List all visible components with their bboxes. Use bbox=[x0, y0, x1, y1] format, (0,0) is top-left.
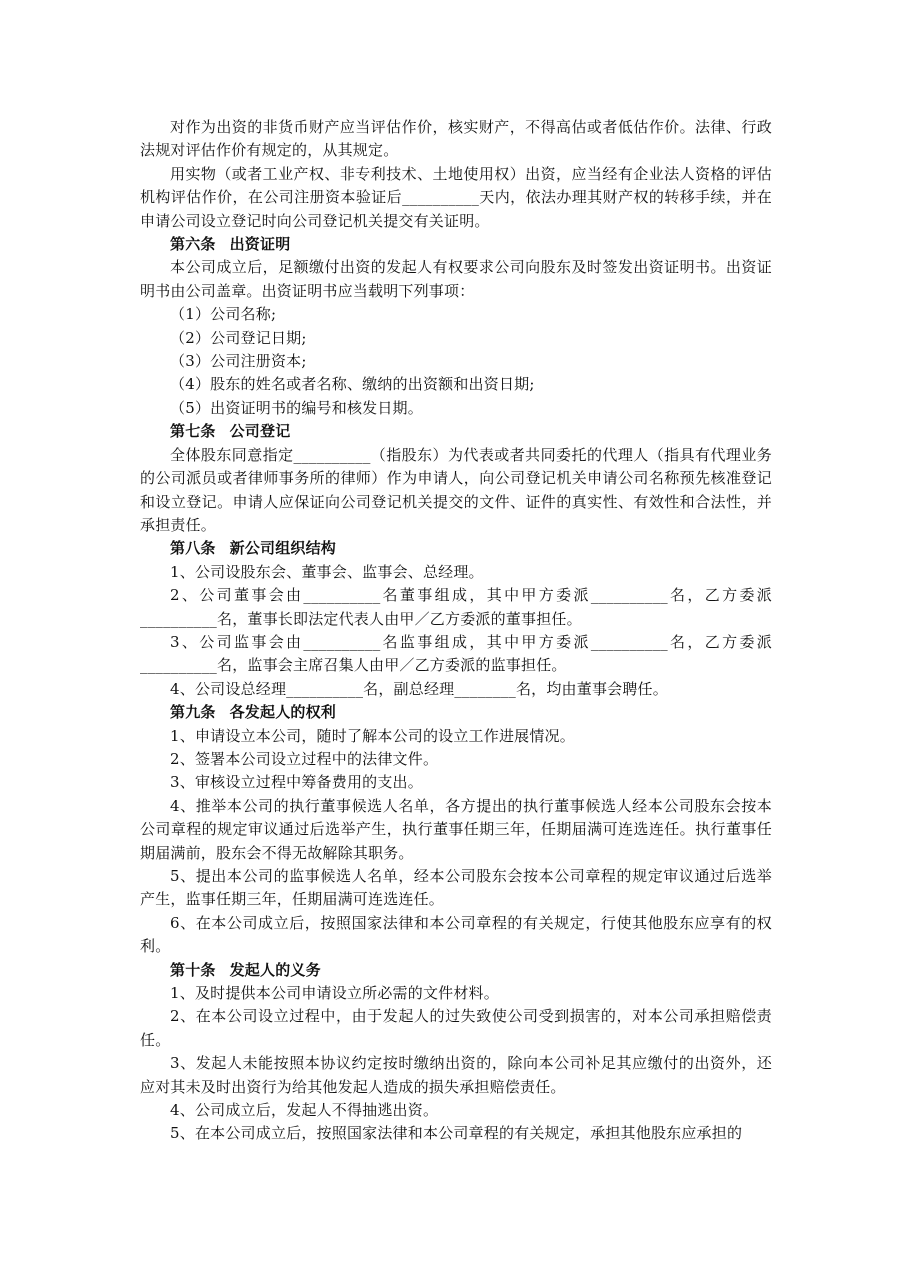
list-item: （3）公司注册资本; bbox=[170, 352, 307, 371]
article-number: 第七条 bbox=[170, 422, 216, 441]
article-heading bbox=[140, 233, 772, 256]
list-item: 2、公司董事会由__________名董事组成，其中甲方委派__________名，乙方委派__________名，董事长即法定代表人由甲／乙方委派的董事担任。 bbox=[140, 586, 772, 628]
article-number: 第八条 bbox=[170, 539, 216, 558]
list-item: 4、公司设总经理__________名，副总经理________名，均由董事会聘任。 bbox=[170, 679, 668, 698]
article-heading bbox=[140, 959, 772, 982]
list-item: （1）公司名称; bbox=[170, 305, 277, 324]
list-item: 6、在本公司成立后，按照国家法律和本公司章程的有关规定，行使其他股东应享有的权利。 bbox=[140, 913, 772, 956]
document-body bbox=[140, 116, 772, 1146]
list-item: 2、在本公司设立过程中，由于发起人的过失致使公司受到损害的，对本公司承担赔偿责任。 bbox=[140, 1007, 772, 1049]
article-number: 第六条 bbox=[170, 235, 216, 254]
article-heading bbox=[140, 537, 772, 560]
article-title: 新公司组织结构 bbox=[229, 539, 337, 558]
list-item: （4）股东的姓名或者名称、缴纳的出资额和出资日期; bbox=[170, 375, 535, 394]
paragraph: 用实物（或者工业产权、非专利技术、土地使用权）出资，应当经有企业法人资格的评估机构评估作价，在公司注册资本验证后__________天内，依法办理其财产权的转移手续，并在申请公司设立登记时向公司登记机关提交有关证明。 bbox=[140, 164, 772, 230]
article-title: 出资证明 bbox=[229, 235, 291, 254]
article-title: 公司登记 bbox=[229, 422, 291, 441]
list-item: 1、公司设股东会、董事会、监事会、总经理。 bbox=[170, 562, 484, 581]
list-item: 3、审核设立过程中筹备费用的支出。 bbox=[170, 773, 423, 792]
list-item: 3、发起人未能按照本协议约定按时缴纳出资的，除向本公司补足其应缴付的出资外，还应对其未及时出资行为给其他发起人造成的损失承担赔偿责任。 bbox=[140, 1054, 772, 1096]
article-heading bbox=[140, 701, 772, 724]
paragraph: 本公司成立后，足额缴付出资的发起人有权要求公司向股东及时签发出资证明书。出资证明书由公司盖章。出资证明书应当载明下列事项： bbox=[140, 258, 772, 300]
list-item: 4、公司成立后，发起人不得抽逃出资。 bbox=[170, 1101, 439, 1120]
paragraph: 全体股东同意指定__________（指股东）为代表或者共同委托的代理人（指具有代理业务的公司派员或者律师事务所的律师）作为申请人，向公司登记机关申请公司名称预先核准登记和设立登记。申请人应保证向公司登记机关提交的文件、证件的真实性、有效性和合法性，并承担责任。 bbox=[140, 445, 772, 534]
list-item: 1、申请设立本公司，随时了解本公司的设立工作进展情况。 bbox=[170, 726, 575, 745]
article-heading bbox=[140, 420, 772, 443]
list-item: 5、在本公司成立后，按照国家法律和本公司章程的有关规定，承担其他股东应承担的 bbox=[170, 1124, 743, 1143]
list-item: 3、公司监事会由__________名监事组成，其中甲方委派__________名，乙方委派__________名，监事会主席召集人由甲／乙方委派的监事担任。 bbox=[140, 632, 772, 675]
article-number: 第九条 bbox=[170, 703, 216, 722]
list-item: 1、及时提供本公司申请设立所必需的文件材料。 bbox=[170, 984, 499, 1003]
paragraph: 对作为出资的非货币财产应当评估作价，核实财产，不得高估或者低估作价。法律、行政法规对评估作价有规定的，从其规定。 bbox=[140, 118, 772, 160]
article-title: 各发起人的权利 bbox=[229, 703, 337, 722]
article-title: 发起人的义务 bbox=[229, 960, 321, 979]
list-item: （5）出资证明书的编号和核发日期。 bbox=[170, 398, 423, 417]
list-item: 5、提出本公司的监事候选人名单，经本公司股东会按本公司章程的规定审议通过后选举产生，监事任期三年，任期届满可连选连任。 bbox=[140, 867, 772, 909]
list-item: 2、签署本公司设立过程中的法律文件。 bbox=[170, 749, 439, 768]
list-item: （2）公司登记日期; bbox=[170, 328, 307, 347]
list-item: 4、推举本公司的执行董事候选人名单，各方提出的执行董事候选人经本公司股东会按本公司章程的规定审议通过后选举产生，执行董事任期三年，任期届满可连选连任。执行董事任期届满前，股东会不得无故解除其职务。 bbox=[140, 796, 772, 862]
article-number: 第十条 bbox=[170, 960, 216, 979]
